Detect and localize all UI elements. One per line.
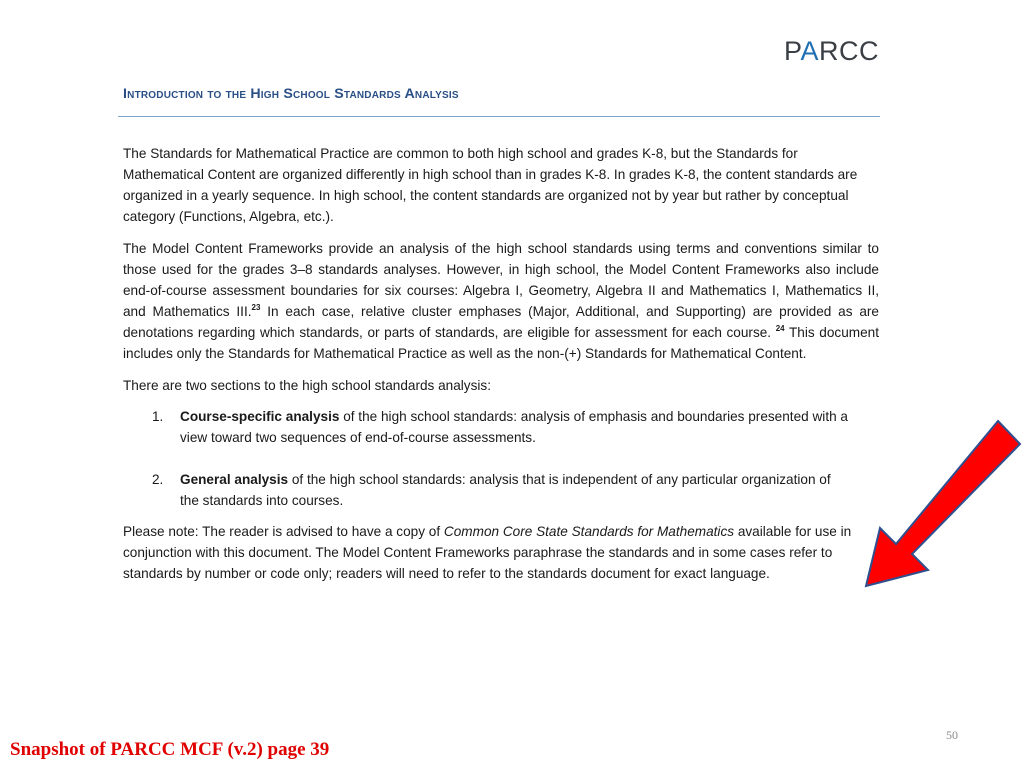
- list-item: [152, 406, 850, 448]
- list-item-title: Course-specific analysis: [180, 409, 340, 424]
- paragraph-2-text-b: In each case, relative cluster emphases (Major, Additional, and Supporting) are provided as are denotations regarding which standards, or parts of standards, are eligible for assessment for each course.: [123, 304, 879, 340]
- list-item-title: General analysis: [180, 472, 289, 487]
- note-title-italic: Common Core State Standards for Mathematics: [443, 524, 735, 539]
- parcc-logo: [784, 36, 879, 67]
- page-number: 50: [946, 728, 958, 742]
- heading-divider: [118, 116, 880, 117]
- list-item-text: of the high school standards: analysis of emphasis and boundaries presented with a view toward two sequences of end-of-course assessments.: [180, 409, 848, 445]
- logo-text-rcc: RCC: [819, 36, 880, 66]
- footnote-ref-24: 24: [775, 324, 785, 333]
- section-heading: Introduction to the High School Standards Analysis: [123, 86, 459, 102]
- list-item-number: 1.: [152, 409, 164, 424]
- list-item-text: of the high school standards: analysis that is independent of any particular organization of the standards into courses.: [180, 472, 831, 508]
- paragraph-2-text-a: The Model Content Frameworks provide an analysis of the high school standards using terms and conventions similar to those used for the grades 3–8 standards analyses. However, in high school, the Model Content Frameworks also include end-of-course assessment boundaries for six courses: Algebra I, Geometry, Algebra II and Mathematics I, Mathematics II, and Mathematics III.: [123, 241, 879, 319]
- note-text-a: Please note: The reader is advised to have a copy of: [123, 524, 444, 539]
- paragraph-note: [123, 521, 879, 584]
- red-arrow-shape: [866, 421, 1020, 586]
- list-item: [152, 469, 850, 511]
- slide-caption: Snapshot of PARCC MCF (v.2) page 39: [10, 739, 330, 760]
- sections-list: [123, 406, 879, 511]
- logo-text-a: A: [800, 36, 820, 66]
- footnote-ref-23: 23: [251, 303, 261, 312]
- note-text-b: available for use in conjunction with this document. The Model Content Frameworks paraphrase the standards and in some cases refer to standards by number or code only; readers will need to refer to the standards document for exact language.: [123, 524, 852, 581]
- paragraph-2: [123, 238, 879, 364]
- red-arrow-icon: [860, 418, 1024, 590]
- paragraph-3: There are two sections to the high school standards analysis:: [123, 378, 491, 393]
- paragraph-1: The Standards for Mathematical Practice are common to both high school and grades K-8, but the Standards for Mathematical Content are organized differently in high school than in grades K-8. In grades K-8, the content standards are organized in a yearly sequence. In high school, the content standards are organized not by year but rather by conceptual category (Functions, Algebra, etc.).: [123, 146, 858, 224]
- paragraph-2-text-c: This document includes only the Standards for Mathematical Practice as well as the non-(+) Standards for Mathematical Content.: [123, 325, 880, 361]
- list-item-number: 2.: [152, 472, 164, 487]
- document-body: [123, 143, 879, 595]
- logo-text-p: P: [784, 36, 801, 66]
